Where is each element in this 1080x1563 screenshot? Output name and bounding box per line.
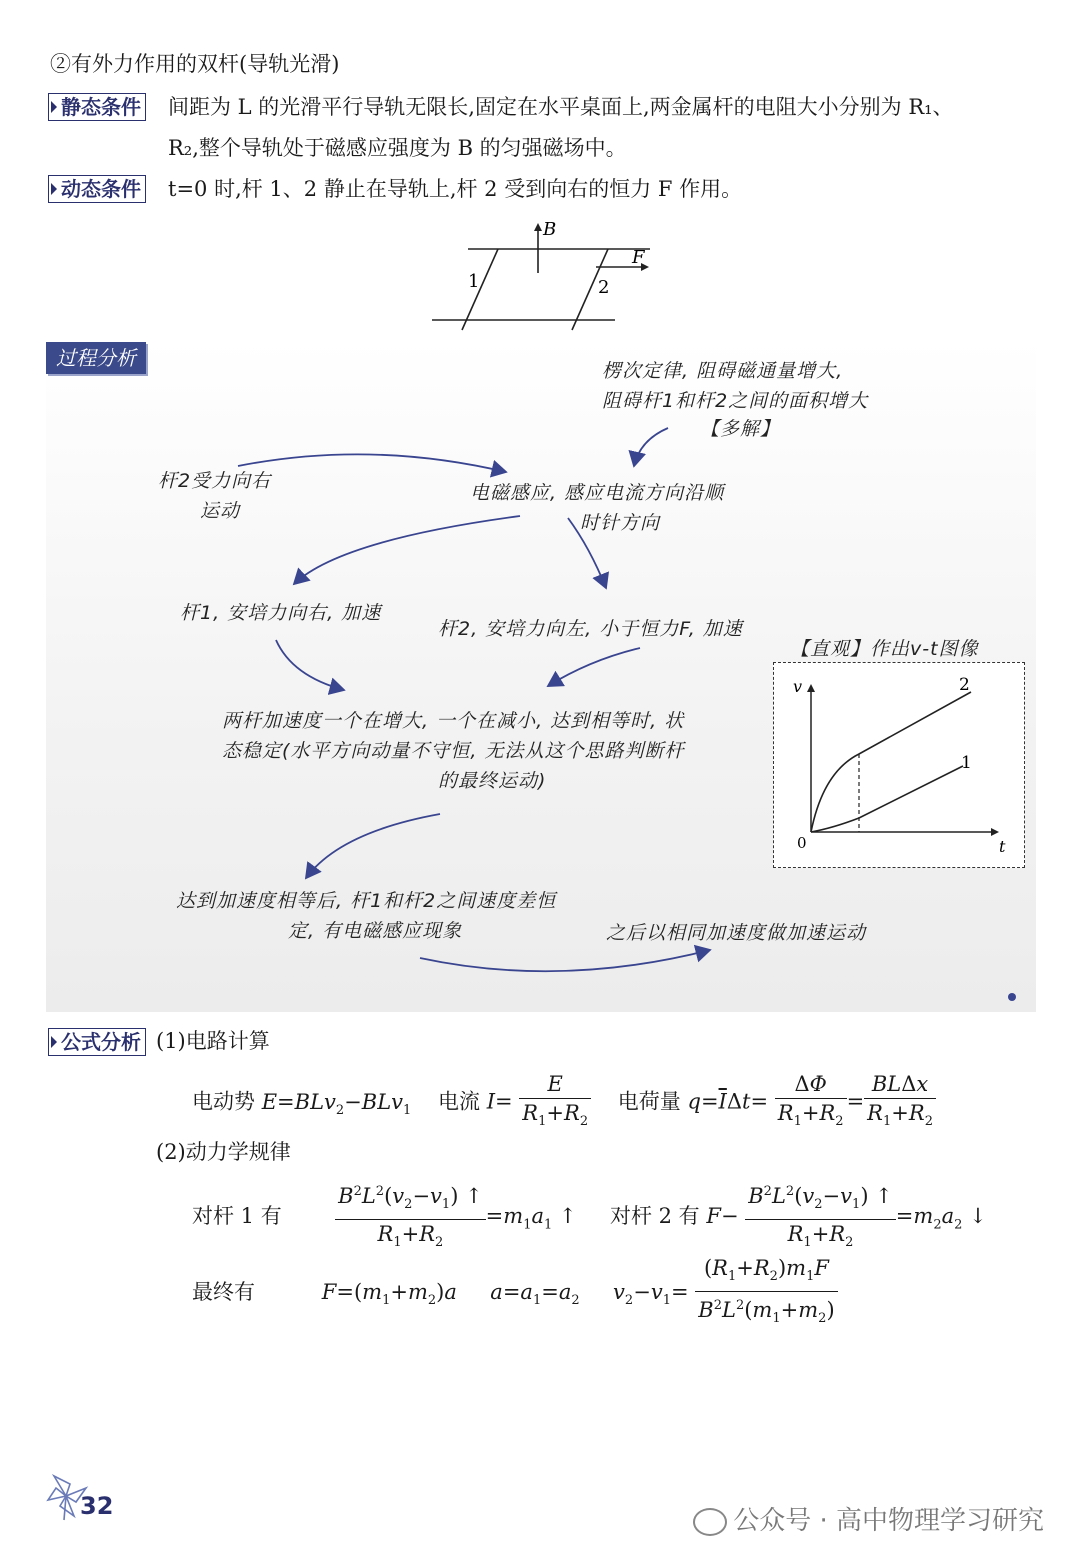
note-emf-2: 时针方向 [580, 512, 661, 534]
y-label: v [793, 677, 803, 696]
wechat-icon [693, 1508, 727, 1536]
arrow-emf-rod1 [294, 516, 520, 584]
static-condition-line2: R₂,整个导轨处于磁感应强度为 B 的匀强磁场中。 [168, 136, 627, 160]
note-accel-1: 两杆加速度一个在增大, 一个在减小, 达到相等时, 状 [222, 710, 685, 732]
label-rod2: 2 [598, 277, 610, 298]
arrow-rod1-accel [276, 640, 344, 690]
note-rod2b: 杆2, 安培力向左, 小于恒力F, 加速 [438, 618, 743, 640]
rod1-label: 对杆 1 有 [192, 1204, 282, 1229]
arrow-emf-rod2 [568, 518, 606, 588]
note-graph-title: 【直观】作出v-t图像 [790, 638, 979, 660]
page-number: 32 [80, 1492, 114, 1520]
formula-row-final: 最终有 $F=(m_1+m_2)a$ $a=a_1=a_2$ $v_2-v_1=$ $\frac{(R_1+R_2)m_1F}{B^2L^2(m_1+m_2)}$ [192, 1254, 838, 1333]
note-lenz-2: 阻碍杆1和杆2之间的面积增大 [602, 390, 869, 412]
formula-row-dynamics: 对杆 1 有 $\frac{B^2L^2(v_2-v_1) ↑}{R_1+R_2}$ $=m_1a_1$ ↑ 对杆 2 有 F− $\frac{B^2L^2(v_2-v_1) ↑}{R_1+R_2}$ $=m_2a_2$ ↓ [192, 1178, 987, 1257]
emf-label: 电动势 [192, 1089, 255, 1114]
note-rod1: 杆1, 安培力向右, 加速 [180, 602, 382, 624]
formula-tag: 公式分析 [48, 1028, 146, 1056]
final-label: 最终有 [192, 1280, 255, 1305]
static-condition-tag: 静态条件 [48, 93, 146, 121]
x-label: t [999, 837, 1006, 856]
section-title: ②有外力作用的双杆(导轨光滑) [50, 52, 340, 76]
formula-part2-title: (2)动力学规律 [156, 1140, 291, 1164]
rod2-label: 对杆 2 有 [609, 1204, 700, 1229]
arrow-final-after [420, 950, 710, 971]
charge-label: 电荷量 [617, 1089, 681, 1114]
origin-label: 0 [797, 834, 807, 852]
label-rod1: 1 [468, 271, 480, 292]
note-final-3: 之后以相同加速度做加速运动 [606, 922, 867, 944]
formula-row-circuit: 电动势 E=BLv$_2$−BLv$_1$ 电流 I= $\frac{E}{R_1+R_2}$ 电荷量 $q=\overline{I}\Delta t=$ $\frac{\Delta\Phi}{R_1+R_2}$ = $\frac{\text{BLΔx}}{R_1+R_2}$ [192, 1070, 936, 1136]
board-dot [1008, 993, 1016, 1001]
note-emf-1: 电磁感应, 感应电流方向沿顺 [470, 482, 725, 504]
note-final-2: 定, 有电磁感应现象 [288, 920, 463, 942]
watermark: 公众号 · 高中物理学习研究 [693, 1500, 1044, 1537]
arrow-rod2-accel [548, 648, 640, 686]
note-accel-3: 的最终运动) [438, 770, 547, 792]
arrow-lenz [634, 428, 668, 466]
arrow-rod2-emf [238, 454, 506, 472]
curve2-label: 2 [959, 675, 970, 695]
note-final-1: 达到加速度相等后, 杆1和杆2之间速度差恒 [176, 890, 557, 912]
dynamic-condition-line1: t=0 时,杆 1、2 静止在导轨上,杆 2 受到向右的恒力 F 作用。 [168, 177, 743, 201]
note-rod2-1: 杆2受力向右 [158, 470, 272, 492]
curve-2 [811, 692, 971, 832]
note-lenz-3: 【多解】 [700, 418, 781, 440]
note-accel-2: 态稳定(水平方向动量不守恒, 无法从这个思路判断杆 [222, 740, 685, 762]
note-lenz-1: 楞次定律, 阻碍磁通量增大, [602, 360, 844, 382]
formula-part1-title: (1)电路计算 [156, 1029, 270, 1053]
curve1-label: 1 [961, 753, 972, 773]
label-f: F [632, 247, 645, 268]
arrow-accel-final [306, 814, 440, 878]
static-condition-line1: 间距为 L 的光滑平行导轨无限长,固定在水平桌面上,两金属杆的电阻大小分别为 R₁、 [168, 95, 954, 119]
process-label: 过程分析 [46, 342, 146, 374]
vt-graph [773, 662, 1025, 868]
current-label: 电流 [438, 1089, 481, 1114]
note-rod2-2: 运动 [200, 500, 241, 522]
label-b: B [543, 219, 557, 240]
dynamic-condition-tag: 动态条件 [48, 175, 146, 203]
